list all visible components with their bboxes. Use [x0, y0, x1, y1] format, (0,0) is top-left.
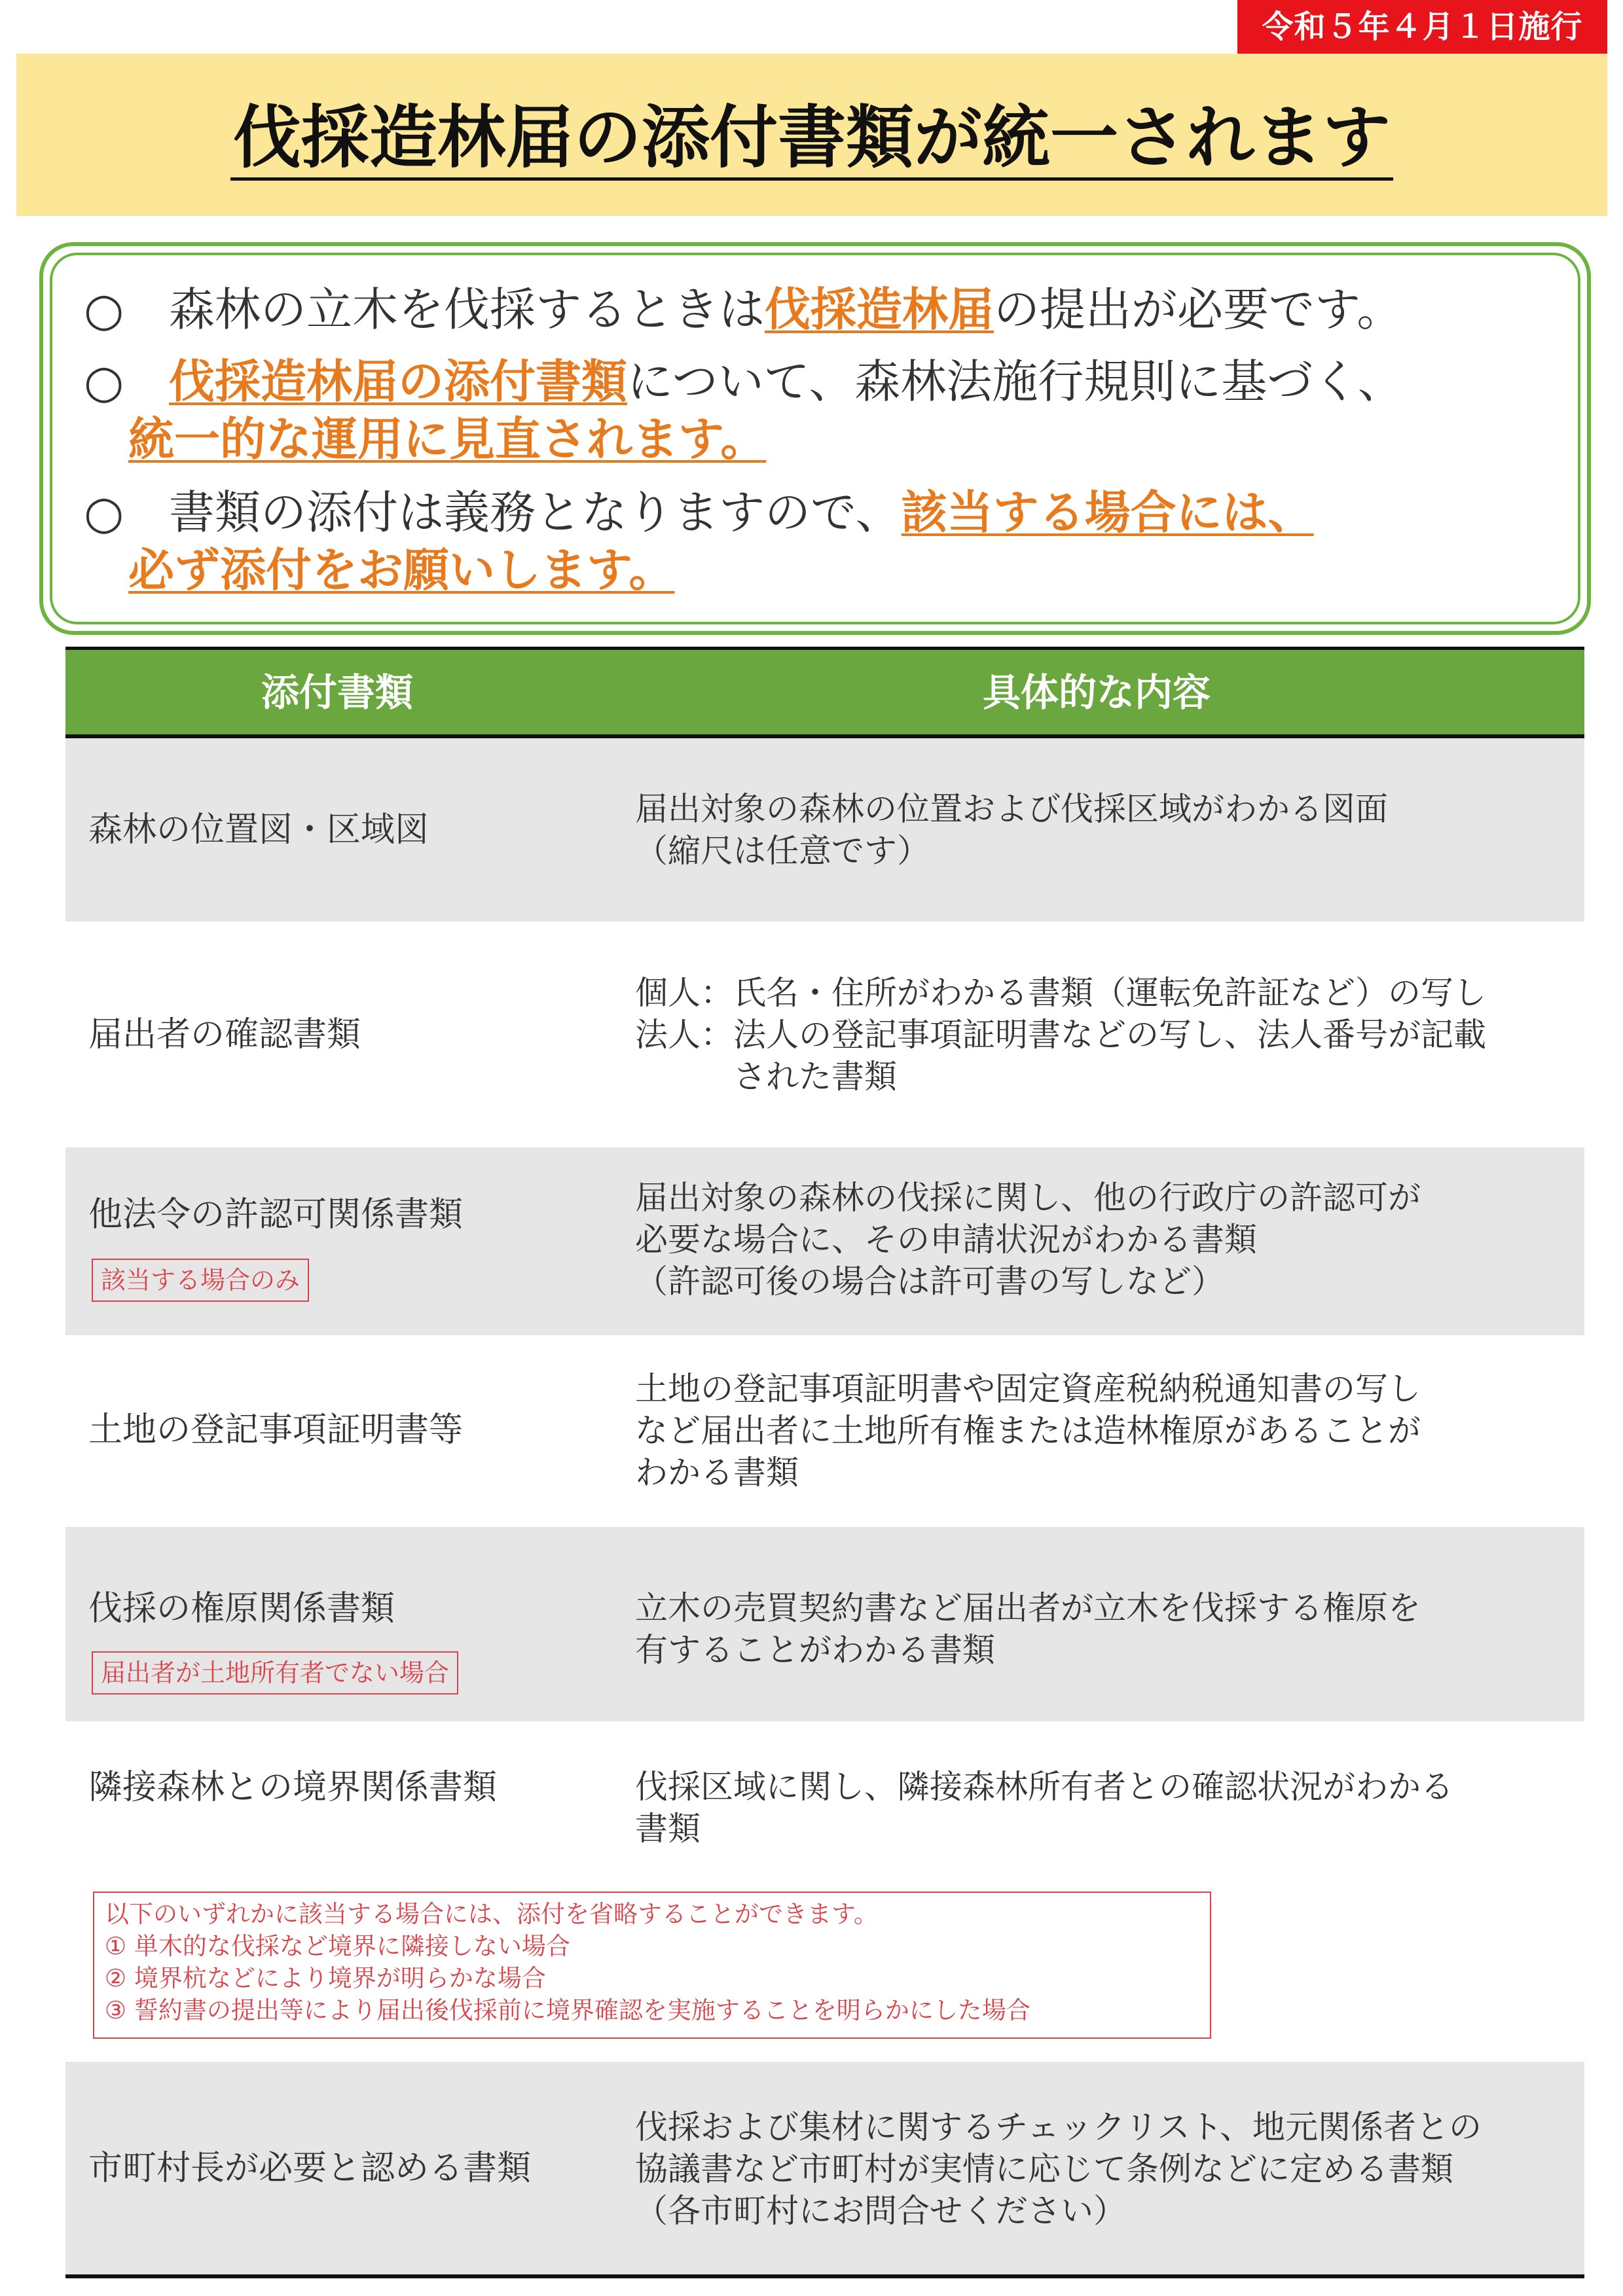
notice-line-2: ○ 伐採造林届の添付書類について、森林法施行規則に基づく、 — [84, 352, 1404, 411]
header-attached-documents: 添付書類 — [261, 670, 413, 715]
doc-content: 届出対象の森林の位置および伐採区域がわかる図面 （縮尺は任意です） — [635, 790, 1388, 870]
page-title: 伐採造林届の添付書類が統一されます — [16, 92, 1607, 183]
bullet-circle-icon: ○ — [84, 283, 124, 336]
table-row — [65, 1147, 1584, 1335]
table-header — [65, 647, 1584, 738]
notice-line-2-cont: 統一的な運用に見直されます。 — [128, 412, 767, 466]
condition-tag: 届出者が土地所有者でない場合 — [92, 1651, 458, 1695]
notice-line-3-cont: 必ず添付をお願いします。 — [128, 543, 675, 597]
table-row — [65, 738, 1584, 922]
bullet-circle-icon: ○ — [84, 355, 124, 408]
doc-name: 土地の登記事項証明書等 — [88, 1410, 464, 1450]
notice-line-1: ○ 森林の立木を伐採するときは伐採造林届の提出が必要です。 — [84, 280, 1402, 339]
table-row — [65, 1527, 1584, 1721]
table-row — [65, 1335, 1584, 1527]
table-bottom-rule — [65, 2274, 1584, 2278]
doc-name: 他法令の許認可関係書類 — [88, 1195, 464, 1234]
doc-content: 届出対象の森林の伐採に関し、他の行政庁の許認可が 必要な場合に、その申請状況がわかる書類 （許認可後の場合は許可書の写しなど） — [635, 1179, 1421, 1300]
doc-content: 個人：氏名・住所がわかる書類（運転免許証など）の写し 法人：法人の登記事項証明書などの写し、法人番号が記載 された書類 — [635, 974, 1486, 1096]
table-row — [65, 922, 1584, 1147]
doc-content: 伐採区域に関し、隣接森林所有者との確認状況がわかる 書類 — [635, 1768, 1453, 1848]
doc-name: 隣接森林との境界関係書類 — [88, 1768, 498, 1807]
notice-box — [39, 242, 1591, 635]
doc-content: 伐採および集材に関するチェックリスト、地元関係者との 協議書など市町村が実情に応じて条例などに定める書類 （各市町村にお問合せください） — [635, 2108, 1482, 2230]
omission-note-box: 以下のいずれかに該当する場合には、添付を省略することができます。 ① 単木的な伐採など境界に隣接しない場合 ② 境界杭などにより境界が明らかな場合 ③ 誓約書の提出等により届出後伐採前に境界確認を実施することを明らかにした場合 — [93, 1892, 1211, 2039]
header-specific-content: 具体的な内容 — [982, 670, 1211, 715]
title-banner — [16, 54, 1607, 216]
table-row — [65, 2062, 1584, 2274]
condition-tag: 該当する場合のみ — [92, 1259, 309, 1302]
effective-date-badge: 令和５年４月１日施行 — [1237, 0, 1607, 54]
doc-name: 伐採の権原関係書類 — [88, 1589, 395, 1628]
doc-name: 届出者の確認書類 — [88, 1015, 361, 1054]
doc-content: 土地の登記事項証明書や固定資産税納税通知書の写し など届出者に土地所有権または造林権原があることが わかる書類 — [635, 1370, 1421, 1492]
notice-line-3: ○ 書類の添付は義務となりますので、該当する場合には、 — [84, 483, 1314, 542]
doc-name: 市町村長が必要と認める書類 — [88, 2149, 532, 2188]
doc-name: 森林の位置図・区域図 — [88, 810, 429, 850]
bullet-circle-icon: ○ — [84, 486, 124, 539]
doc-content: 立木の売買契約書など届出者が立木を伐採する権原を 有することがわかる書類 — [635, 1589, 1421, 1669]
